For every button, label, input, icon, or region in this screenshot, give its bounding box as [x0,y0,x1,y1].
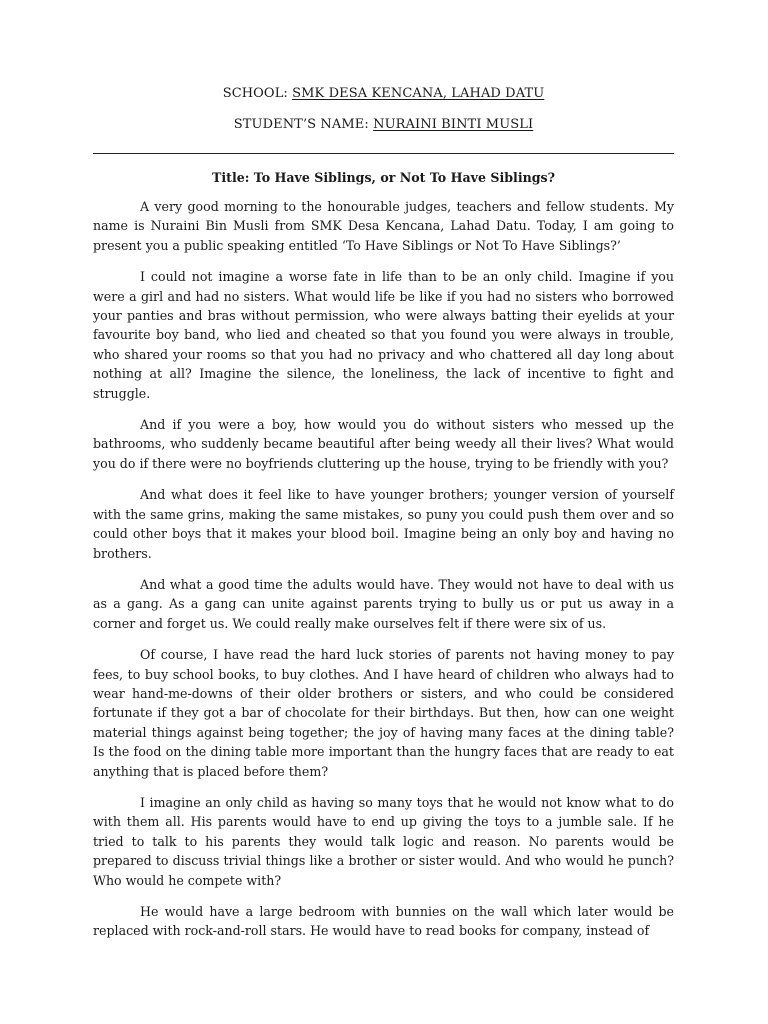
student-name-line [93,117,674,132]
school-name: SMK DESA KENCANA, LAHAD DATU [292,86,545,101]
paragraph: And what does it feel like to have younger brothers; younger version of yourself with the same grins, making the same mistakes, so puny you could push them over and so could other boys that it makes your blood boil. Imagine being an only boy and having no brothers. [93,487,674,561]
header-divider [93,153,674,154]
school-line [93,86,674,101]
paragraph: Of course, I have read the hard luck stories of parents not having money to pay fees, to buy school books, to buy clothes. And I have heard of children who always had to wear hand-me-downs of their older brothers or sisters, and who could be considered fortunate if they got a bar of chocolate for their birthdays. But then, how can one weight material things against being together; the joy of having many faces at the dining table? Is the food on the dining table more important than the hungry faces that are ready to eat anything that is placed before them? [93,647,674,779]
paragraph: I could not imagine a worse fate in life than to be an only child. Imagine if you were a girl and had no sisters. What would life be like if you had no sisters who borrowed your panties and bras without permission, who were always batting their eyelids at your favourite boy band, who lied and cheated so that you found you were always in trouble, who shared your rooms so that you had no privacy and who chattered all day long about nothing at all? Imagine the silence, the loneliness, the lack of incentive to fight and struggle. [93,269,674,401]
school-label: SCHOOL: [222,86,293,101]
paragraph: A very good morning to the honourable judges, teachers and fellow students. My name is Nuraini Bin Musli from SMK Desa Kencana, Lahad Datu. Today, I am going to present you a public speaking entitled ‘To Have Siblings or Not To Have Siblings?’ [93,199,674,253]
paragraph: And if you were a boy, how would you do without sisters who messed up the bathrooms, who suddenly became beautiful after being weedy all their lives? What would you do if there were no boyfriends cluttering up the house, trying to be friendly with you? [93,417,674,471]
student-name: NURAINI BINTI MUSLI [373,117,534,132]
speech-title: Title: To Have Siblings, or Not To Have Siblings? [211,170,556,185]
paragraph: He would have a large bedroom with bunnies on the wall which later would be replaced with rock-and-roll stars. He would have to read books for company, instead of [93,904,674,939]
paragraph: I imagine an only child as having so many toys that he would not know what to do with them all. His parents would have to end up giving the toys to a jumble sale. If he tried to talk to his parents they would talk logic and reason. No parents would be prepared to discuss trivial things like a brother or sister would. And who would he punch? Who would he compete with? [93,794,674,888]
student-name-label: STUDENT’S NAME: [233,117,374,132]
paragraph: And what a good time the adults would have. They would not have to deal with us as a gang. As a gang can unite against parents trying to bully us or put us away in a corner and forget us. We could really make ourselves felt if there were six of us. [93,576,674,631]
